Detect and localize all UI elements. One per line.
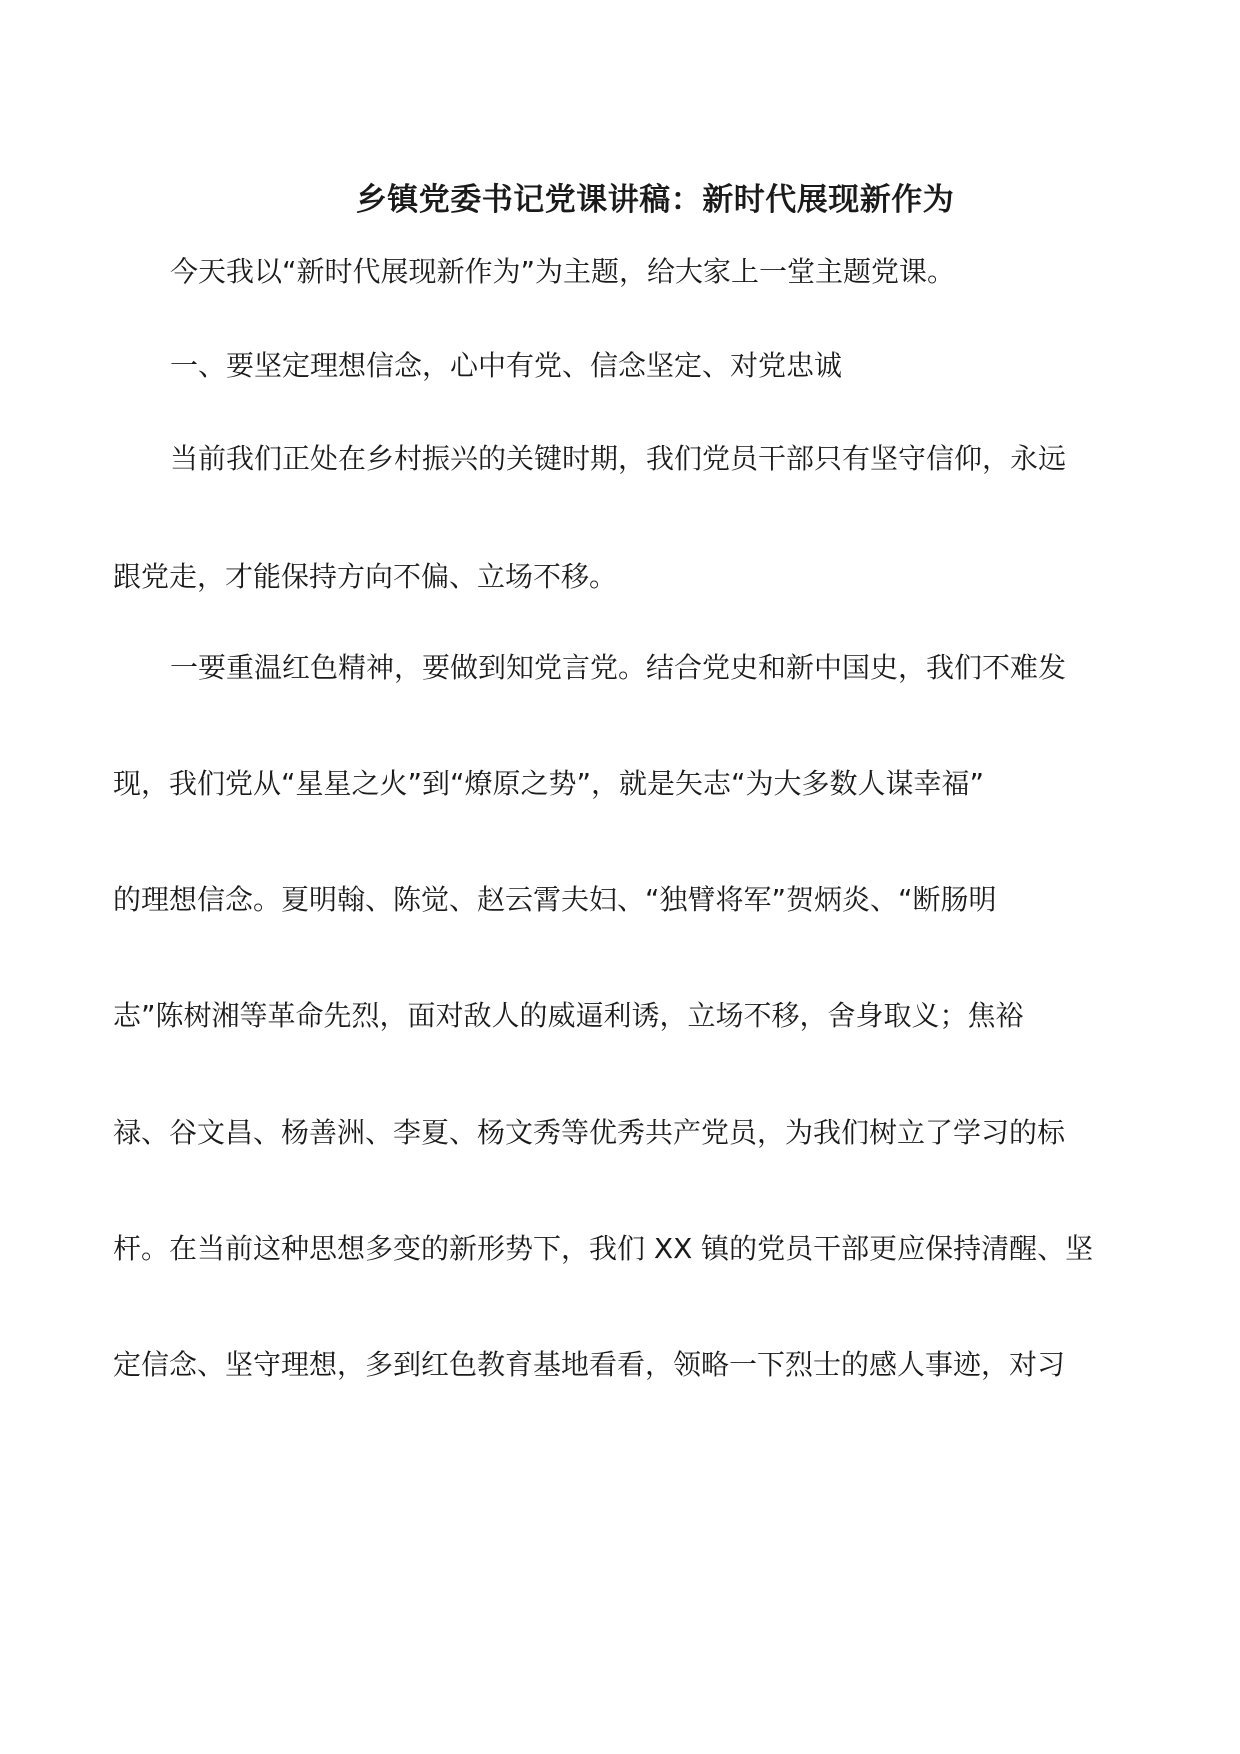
paragraph-line: 一要重温红色精神，要做到知党言党。结合党史和新中国史，我们不难发 [170, 651, 1067, 684]
paragraph-line: 定信念、坚守理想，多到红色教育基地看看，领略一下烈士的感人事迹，对习 [113, 1348, 1066, 1381]
paragraph-line: 杆。在当前这种思想多变的新形势下，我们 XX 镇的党员干部更应保持清醒、坚 [113, 1232, 1094, 1265]
paragraph-line: 今天我以“新时代展现新作为”为主题，给大家上一堂主题党课。 [170, 255, 956, 288]
paragraph-line: 当前我们正处在乡村振兴的关键时期，我们党员干部只有坚守信仰，永远 [170, 442, 1067, 475]
paragraph-line: 志”陈树湘等革命先烈，面对敌人的威逼利诱，立场不移，舍身取义；焦裕 [113, 999, 1024, 1032]
paragraph-line: 禄、谷文昌、杨善洲、李夏、杨文秀等优秀共产党员，为我们树立了学习的标 [113, 1116, 1066, 1149]
paragraph-line: 的理想信念。夏明翰、陈觉、赵云霄夫妇、“独臂将军”贺炳炎、“断肠明 [113, 883, 997, 916]
section-heading: 一、要坚定理想信念，心中有党、信念坚定、对党忠诚 [170, 349, 843, 382]
document-title: 乡镇党委书记党课讲稿：新时代展现新作为 [355, 182, 955, 218]
paragraph-line: 现，我们党从“星星之火”到“燎原之势”，就是矢志“为大多数人谋幸福” [113, 767, 985, 800]
paragraph-line: 跟党走，才能保持方向不偏、立场不移。 [113, 560, 618, 593]
